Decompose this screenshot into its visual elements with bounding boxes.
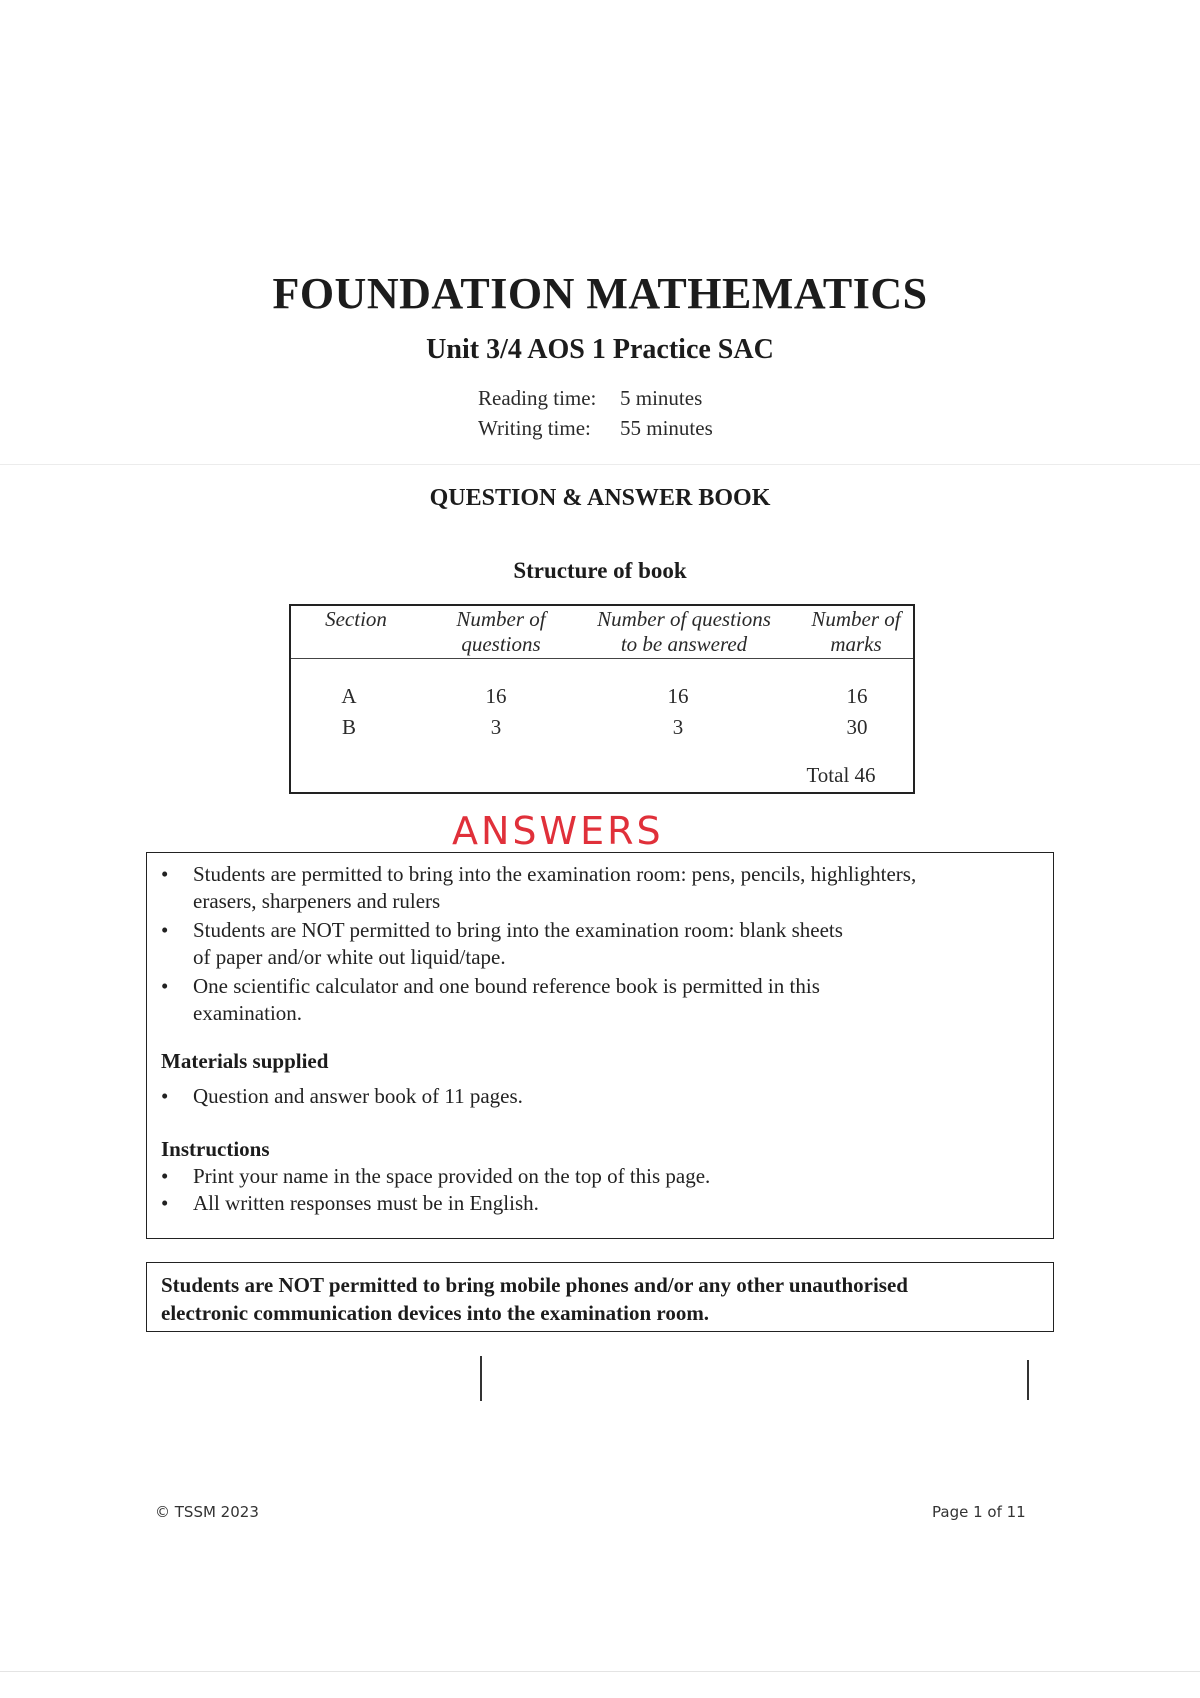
warning-line: Students are NOT permitted to bring mobile phones and/or any other unauthorised [161,1273,908,1297]
warning-line: electronic communication devices into the examination room. [161,1301,710,1325]
cell-answered: 3 [672,715,684,739]
cell-section: B [341,715,356,739]
writing-time [478,416,778,441]
column-header-number-of-marks: Number of marks [811,607,901,656]
document-title: FOUNDATION MATHEMATICS [272,269,928,318]
document-subtitle: Unit 3/4 AOS 1 Practice SAC [426,334,774,365]
instructions-heading: Instructions [161,1137,270,1161]
cell-section: A [341,684,357,708]
reading-time-label: Reading time: [478,386,597,410]
scan-artifact-line [0,1671,1200,1672]
bullet-icon: • [161,1164,169,1188]
writing-time-label: Writing time: [478,416,591,440]
column-header-questions-to-be-answered: Number of questions to be answered [597,607,771,656]
fold-mark [480,1356,482,1401]
writing-time-value: 55 minutes [620,416,713,440]
bullet-icon: • [161,1084,169,1108]
header-divider [291,658,913,659]
total-marks: Total 46 [806,763,876,787]
warning-box [146,1262,1054,1332]
bullet-icon: • [161,918,169,942]
copyright-notice: © TSSM 2023 [155,1503,259,1521]
column-header-number-of-questions: Number of questions [456,607,546,656]
materials-heading: Materials supplied [161,1049,329,1073]
answers-stamp [448,808,688,852]
bullet-icon: • [161,1191,169,1215]
rules-box: • Students are permitted to bring into the examination room: pens, pencils, highlighters, erasers, sharpeners and rulers • Students are NOT permitted to bring into the examination room: blank sheets of paper and/or white out liquid/tape. • One scientific calculator and one bound reference book is permitted in this examination. Materials supplied • Question and answer book of 11 pages. Instructions • Print your name in the space provided on the top of this page. • All written responses must be in English. [146,852,1054,1239]
fold-mark [1027,1360,1029,1400]
answers-stamp-text: ANSWERS [452,809,664,852]
cell-answered: 16 [667,684,689,708]
structure-title: Structure of book [513,558,687,583]
bullet-icon: • [161,974,169,998]
cell-questions: 16 [485,684,507,708]
structure-table [289,604,915,794]
page-number: Page 1 of 11 [932,1503,1026,1521]
book-title: QUESTION & ANSWER BOOK [429,485,771,511]
cell-questions: 3 [490,715,502,739]
reading-time [478,386,778,411]
reading-time-value: 5 minutes [620,386,703,410]
scan-artifact-line [0,464,1200,465]
cell-marks: 30 [846,715,868,739]
bullet-icon: • [161,862,169,886]
column-header-section: Section [325,607,387,631]
cell-marks: 16 [846,684,868,708]
